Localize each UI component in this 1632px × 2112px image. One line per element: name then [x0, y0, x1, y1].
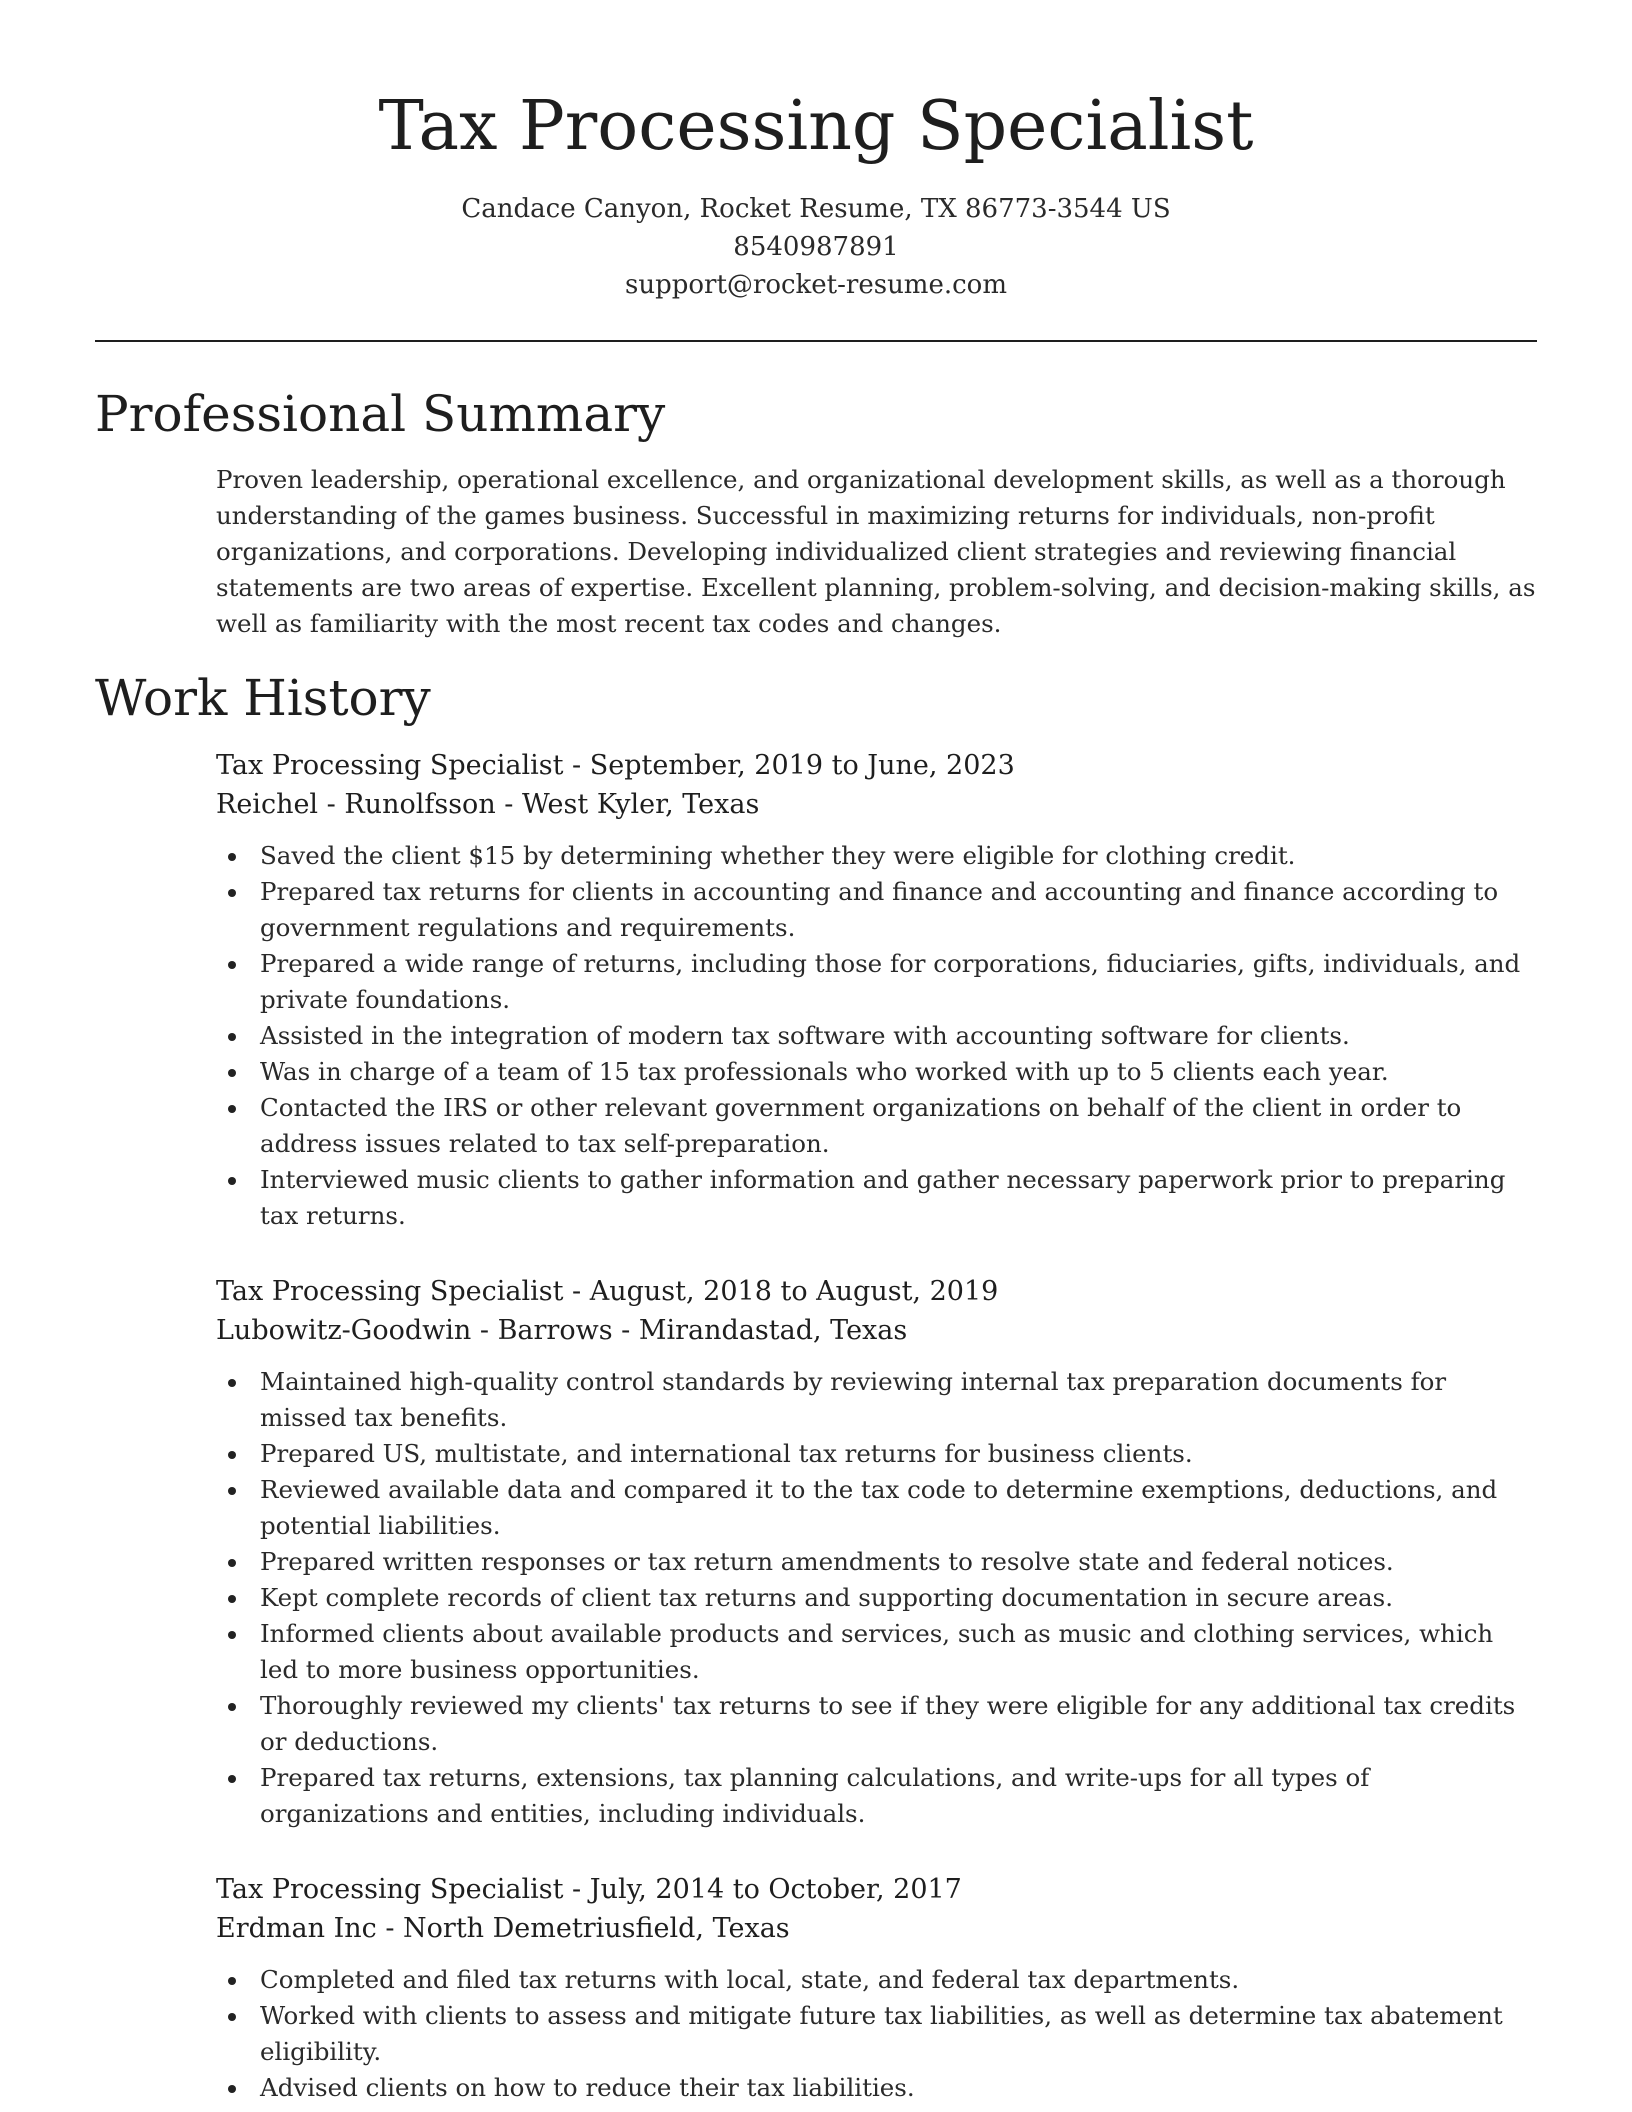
- bullet-icon: [228, 1487, 236, 1495]
- job-bullet-item: [216, 874, 1538, 946]
- job-title-line: Tax Processing Specialist - July, 2014 to October, 2017: [216, 1874, 962, 1905]
- bullet-icon: [228, 961, 236, 969]
- job-dates: September, 2019 to June, 2023: [589, 750, 1015, 781]
- bullet-icon: [228, 1631, 236, 1639]
- job-title: Tax Processing Specialist: [216, 1276, 564, 1307]
- bullet-icon: [228, 1451, 236, 1459]
- work-history-list: [216, 746, 1538, 2112]
- job-title-line: Tax Processing Specialist - August, 2018 to August, 2019: [216, 1276, 999, 1307]
- bullet-icon: [228, 1177, 236, 1185]
- job-bullet-item: [216, 1018, 1538, 1054]
- job-title: Tax Processing Specialist: [216, 1874, 564, 1905]
- job-bullet-item: [216, 1544, 1538, 1580]
- bullet-icon: [228, 1775, 236, 1783]
- contact-email: support@rocket-resume.com: [624, 270, 1007, 300]
- summary-text: Proven leadership, operational excellence, and organizational development skills, as well as a thorough understanding of the games business. Successful in maximizing returns for individuals, non-profit organizations, and corporations. Developing individualized client strategies and reviewing financial statements are two areas of expertise. Excellent planning, problem-solving, and decision-making skills, as well as familiarity with the most recent tax codes and changes.: [216, 465, 1536, 638]
- bullet-icon: [228, 1977, 236, 1985]
- job-bullet-item: [216, 1472, 1538, 1544]
- job-bullet-item: [216, 1962, 1538, 1998]
- job-bullet-item: [216, 1090, 1538, 1162]
- job-bullet-text: Prepared a wide range of returns, including those for corporations, fiduciaries, gifts, individuals, and private foundations.: [260, 949, 1521, 1014]
- job-bullet-item: [216, 1760, 1538, 1832]
- job-company: Lubowitz-Goodwin - Barrows: [216, 1315, 613, 1346]
- job-bullet-text: Contacted the IRS or other relevant government organizations on behalf of the client in order to address issues related to tax self-preparation.: [260, 1093, 1462, 1158]
- job-bullets: [216, 838, 1538, 1234]
- section-heading-work-history: Work History: [95, 669, 431, 727]
- job-bullet-text: Prepared US, multistate, and international tax returns for business clients.: [260, 1439, 1193, 1468]
- job-location: Mirandastad, Texas: [638, 1315, 908, 1346]
- job-bullet-text: Reviewed available data and compared it to the tax code to determine exemptions, deductions, and potential liabilities.: [260, 1475, 1498, 1540]
- job-bullet-text: Informed clients about available products and services, such as music and clothing services, which led to more business opportunities.: [260, 1619, 1494, 1684]
- job-company: Erdman Inc: [216, 1913, 377, 1944]
- job-company: Reichel - Runolfsson: [216, 789, 496, 820]
- bullet-icon: [228, 1703, 236, 1711]
- job-bullet-text: Kept complete records of client tax returns and supporting documentation in secure areas.: [260, 1583, 1394, 1612]
- header-divider: [95, 340, 1537, 342]
- bullet-icon: [228, 1069, 236, 1077]
- job-bullet-text: Was in charge of a team of 15 tax professionals who worked with up to 5 clients each year.: [260, 1057, 1389, 1086]
- job-bullet-text: Prepared tax returns for clients in accounting and finance and accounting and finance according to government regulations and requirements.: [260, 877, 1499, 942]
- job-entry: [216, 1870, 1538, 2106]
- job-bullet-item: [216, 1436, 1538, 1472]
- job-bullet-text: Prepared written responses or tax return amendments to resolve state and federal notices.: [260, 1547, 1394, 1576]
- job-bullet-item: [216, 1580, 1538, 1616]
- job-company-line: Lubowitz-Goodwin - Barrows - Mirandastad, Texas: [216, 1315, 908, 1346]
- job-bullet-text: Completed and filed tax returns with local, state, and federal tax departments.: [260, 1965, 1240, 1994]
- job-bullet-item: [216, 946, 1538, 1018]
- resume-title: Tax Processing Specialist: [378, 87, 1254, 166]
- job-bullet-text: Advised clients on how to reduce their tax liabilities.: [260, 2073, 915, 2102]
- bullet-icon: [228, 1033, 236, 1041]
- job-bullet-item: [216, 1688, 1538, 1760]
- bullet-icon: [228, 2013, 236, 2021]
- bullet-icon: [228, 1105, 236, 1113]
- job-bullet-text: Saved the client $15 by determining whether they were eligible for clothing credit.: [260, 841, 1296, 870]
- job-bullet-item: [216, 838, 1538, 874]
- job-bullets: [216, 1962, 1538, 2106]
- section-heading-summary: Professional Summary: [95, 385, 666, 443]
- job-location: North Demetriusfield, Texas: [403, 1913, 790, 1944]
- bullet-icon: [228, 889, 236, 897]
- job-bullet-item: [216, 1616, 1538, 1688]
- job-location: West Kyler, Texas: [522, 789, 760, 820]
- job-company-line: Erdman Inc - North Demetriusfield, Texas: [216, 1913, 790, 1944]
- bullet-icon: [228, 1379, 236, 1387]
- job-title: Tax Processing Specialist: [216, 750, 564, 781]
- bullet-icon: [228, 2085, 236, 2093]
- bullet-icon: [228, 1559, 236, 1567]
- job-bullet-item: [216, 1998, 1538, 2070]
- job-title-line: Tax Processing Specialist - September, 2019 to June, 2023: [216, 750, 1015, 781]
- resume-header: [0, 0, 1632, 304]
- job-bullet-text: Assisted in the integration of modern tax software with accounting software for clients.: [260, 1021, 1350, 1050]
- bullet-icon: [228, 853, 236, 861]
- job-bullet-item: [216, 1054, 1538, 1090]
- contact-address: Candace Canyon, Rocket Resume, TX 86773-3544 US: [461, 194, 1171, 224]
- contact-phone: 8540987891: [733, 232, 899, 262]
- job-bullet-text: Maintained high-quality control standards by reviewing internal tax preparation documents for missed tax benefits.: [260, 1367, 1447, 1432]
- job-bullet-text: Prepared tax returns, extensions, tax planning calculations, and write-ups for all types of organizations and entities, including individuals.: [260, 1763, 1370, 1828]
- job-bullet-text: Thoroughly reviewed my clients' tax returns to see if they were eligible for any additional tax credits or deductions.: [260, 1691, 1516, 1756]
- job-dates: July, 2014 to October, 2017: [589, 1874, 962, 1905]
- job-entry: [216, 1272, 1538, 1832]
- job-bullet-item: [216, 1162, 1538, 1234]
- bullet-icon: [228, 1595, 236, 1603]
- job-dates: August, 2018 to August, 2019: [589, 1276, 999, 1307]
- job-bullet-text: Interviewed music clients to gather information and gather necessary paperwork prior to preparing tax returns.: [260, 1165, 1506, 1230]
- job-company-line: Reichel - Runolfsson - West Kyler, Texas: [216, 789, 760, 820]
- job-bullet-item: [216, 1364, 1538, 1436]
- job-bullet-text: Worked with clients to assess and mitigate future tax liabilities, as well as determine tax abatement eligibility.: [260, 2001, 1503, 2066]
- job-bullets: [216, 1364, 1538, 1832]
- job-bullet-item: [216, 2070, 1538, 2106]
- job-entry: [216, 746, 1538, 1234]
